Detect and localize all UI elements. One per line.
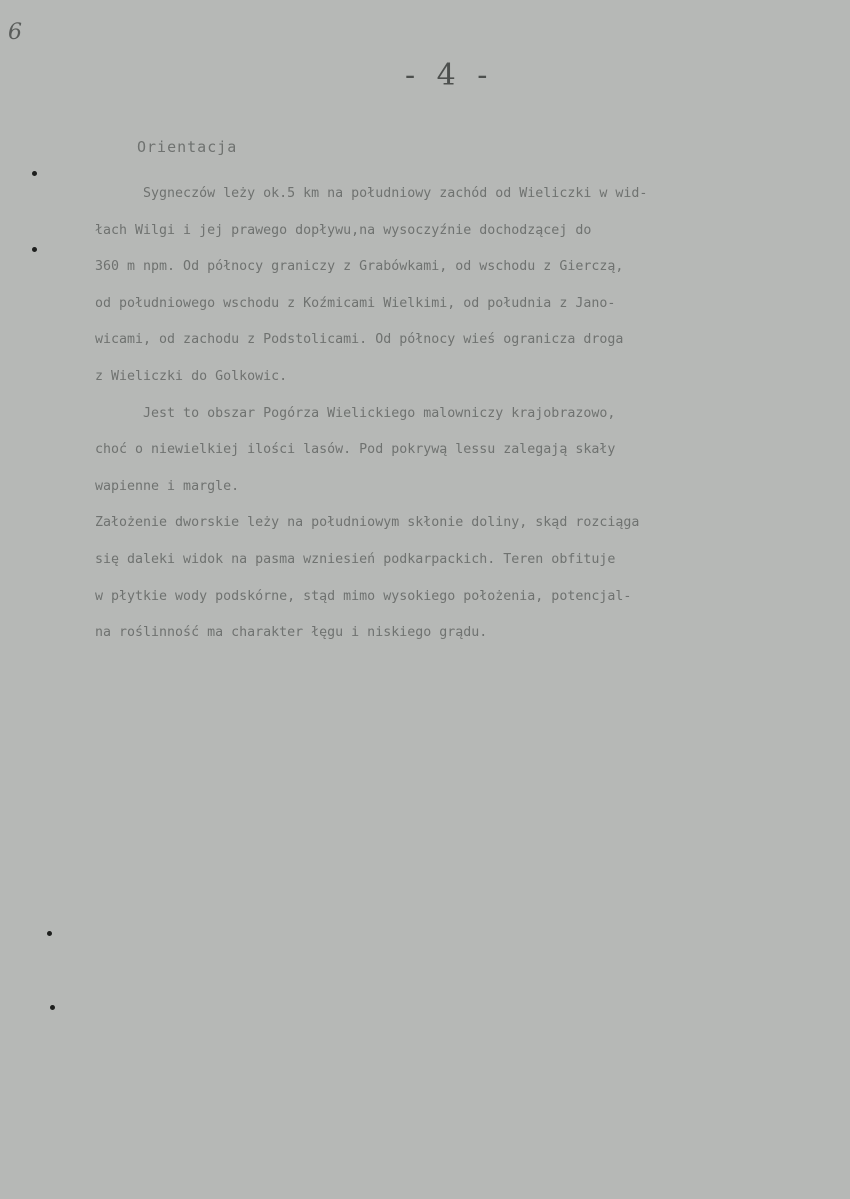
- text-line: łach Wilgi i jej prawego dopływu,na wysoczyźnie dochodzącej do: [95, 222, 592, 238]
- corner-page-mark: 6: [8, 20, 22, 45]
- text-line: Sygneczów leży ok.5 km na południowy zachód od Wieliczki w wid-: [95, 186, 648, 201]
- text-line: się daleki widok na pasma wzniesień podkarpackich. Teren obfituje: [95, 551, 616, 567]
- binder-hole-dot: [32, 171, 37, 176]
- text-line: choć o niewielkiej ilości lasów. Pod pokrywą lessu zalegają skały: [95, 442, 616, 458]
- text-line: od południowego wschodu z Koźmicami Wielkimi, od południa z Jano-: [95, 295, 616, 311]
- binder-hole-dot: [50, 1005, 55, 1010]
- text-line: wapienne i margle.: [95, 478, 240, 494]
- text-line: z Wieliczki do Golkowic.: [95, 368, 288, 384]
- text-line: na roślinność ma charakter łęgu i niskiego grądu.: [95, 625, 488, 641]
- page-number: - 4 -: [405, 58, 494, 93]
- text-line: wicami, od zachodu z Podstolicami. Od północy wieś ogranicza droga: [95, 332, 624, 348]
- text-line: w płytkie wody podskórne, stąd mimo wysokiego położenia, potencjal-: [95, 588, 632, 604]
- text-line: 360 m npm. Od północy graniczy z Grabówkami, od wschodu z Gierczą,: [95, 259, 624, 275]
- body-text: [95, 176, 815, 652]
- binder-hole-dot: [32, 247, 37, 252]
- text-line: Założenie dworskie leży na południowym skłonie doliny, skąd rozciąga: [95, 515, 640, 531]
- binder-hole-dot: [47, 931, 52, 936]
- text-line: Jest to obszar Pogórza Wielickiego malowniczy krajobrazowo,: [95, 405, 616, 421]
- section-heading: Orientacja: [137, 138, 238, 156]
